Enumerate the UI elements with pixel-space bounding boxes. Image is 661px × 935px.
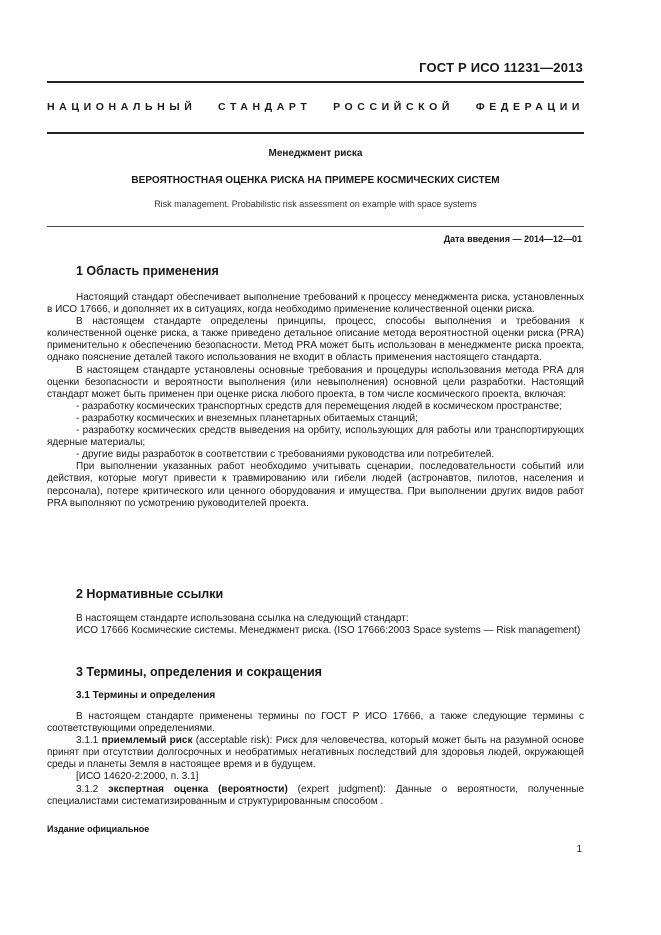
section-1-heading: 1 Область применения	[76, 264, 219, 278]
section-2-body	[47, 613, 584, 637]
document-title-ru: ВЕРОЯТНОСТНАЯ ОЦЕНКА РИСКА НА ПРИМЕРЕ КОСМИЧЕСКИХ СИСТЕМ	[131, 175, 500, 186]
title-rule	[47, 226, 584, 227]
paragraph: В настоящем стандарте установлены основные требования и процедуры использования метода PRA для оценки безопасности и вероятности выполнения (или невыполнения) основной цели разработки. Настоящий стандарт может быть применен при оценке риска любого проекта, в том числе космического проекта, включая:	[47, 364, 584, 400]
paragraph: Настоящий стандарт обеспечивает выполнение требований к процессу менеджмента риска, установленных в ИСО 17666, и дополняет их в ситуациях, когда необходимо применение количественной оценки риска.	[47, 292, 584, 316]
term-name: экспертная оценка (вероятности)	[108, 783, 288, 795]
section-2-heading: 2 Нормативные ссылки	[76, 587, 224, 601]
term-number: 3.1.1	[76, 735, 99, 747]
gost-code: ГОСТ Р ИСО 11231—2013	[419, 60, 583, 75]
official-edition-label: Издание официальное	[47, 824, 150, 834]
term-name: приемлемый риск	[101, 735, 193, 747]
paragraph: В настоящем стандарте определены принципы, процесс, способы выполнения и требования к количественной оценке риска, а также приведено детальное описание метода вероятностной оценки риска (PRA) применительно к обеспечению безопасности. Метод PRA может быть использован в менеджменте риска проекта, однако пояснение деталей такого использования не входит в область применения настоящего стандарта.	[47, 316, 584, 364]
banner-rule	[47, 132, 584, 134]
section-3-heading: 3 Термины, определения и сокращения	[76, 665, 322, 679]
list-item: - другие виды разработок в соответствии с требованиями руководства или потребителей.	[76, 449, 495, 461]
list-item: - разработку космических средств выведения на орбиту, использующих для работы или транспортирующих ядерные материалы;	[47, 425, 584, 449]
national-standard-banner: НАЦИОНАЛЬНЫЙ СТАНДАРТ РОССИЙСКОЙ ФЕДЕРАЦИИ	[47, 101, 584, 113]
list-item: - разработку космических и внеземных планетарных обитаемых станций;	[76, 412, 418, 424]
section-1-body	[47, 292, 584, 510]
term-number: 3.1.2	[76, 783, 99, 795]
paragraph: В настоящем стандарте применены термины по ГОСТ Р ИСО 17666, а также следующие термины с соответствующими определениями.	[47, 711, 584, 735]
document-title-en: Risk management. Probabilistic risk assessment on example with space systems	[154, 199, 477, 209]
header-rule	[47, 81, 584, 83]
effective-date: Дата введения — 2014—12—01	[443, 234, 582, 244]
section-3-body	[47, 711, 584, 808]
page-number: 1	[576, 844, 582, 855]
term-entry	[47, 735, 584, 771]
paragraph: ИСО 17666 Космические системы. Менеджмент риска. (ISO 17666:2003 Space systems — Risk management)	[76, 625, 581, 637]
paragraph: В настоящем стандарте использована ссылка на следующий стандарт:	[76, 613, 409, 624]
term-entry	[47, 784, 584, 808]
section-3-1-heading: 3.1 Термины и определения	[76, 690, 216, 701]
term-reference: [ИСО 14620-2:2000, п. 3.1]	[76, 771, 199, 783]
paragraph: При выполнении указанных работ необходимо учитывать сценарии, последовательности событий или действия, которые могут привести к травмированию или гибели людей (астронавтов, пилотов, населения и персонала), потере критического или ценного оборудования и имущества. При выполнении других видов работ PRA выполняют по усмотрению руководителей проекта.	[47, 461, 584, 509]
list-item: - разработку космических транспортных средств для перемещения людей в космическом пространстве;	[76, 400, 562, 412]
term-definition: (expert judgment): Данные о вероятности, полученные специалистами систематизированным и структурированным способом .	[47, 783, 585, 807]
document-subject: Менеджмент риска	[268, 148, 363, 159]
term-definition: (acceptable risk): Риск для человечества, который может быть на разумной основе принят при отсутствии долгосрочных и необратимых негативных последствий для здоровья людей, окружающей среды и планеты Земля в настоящее время и в будущем.	[47, 735, 585, 771]
